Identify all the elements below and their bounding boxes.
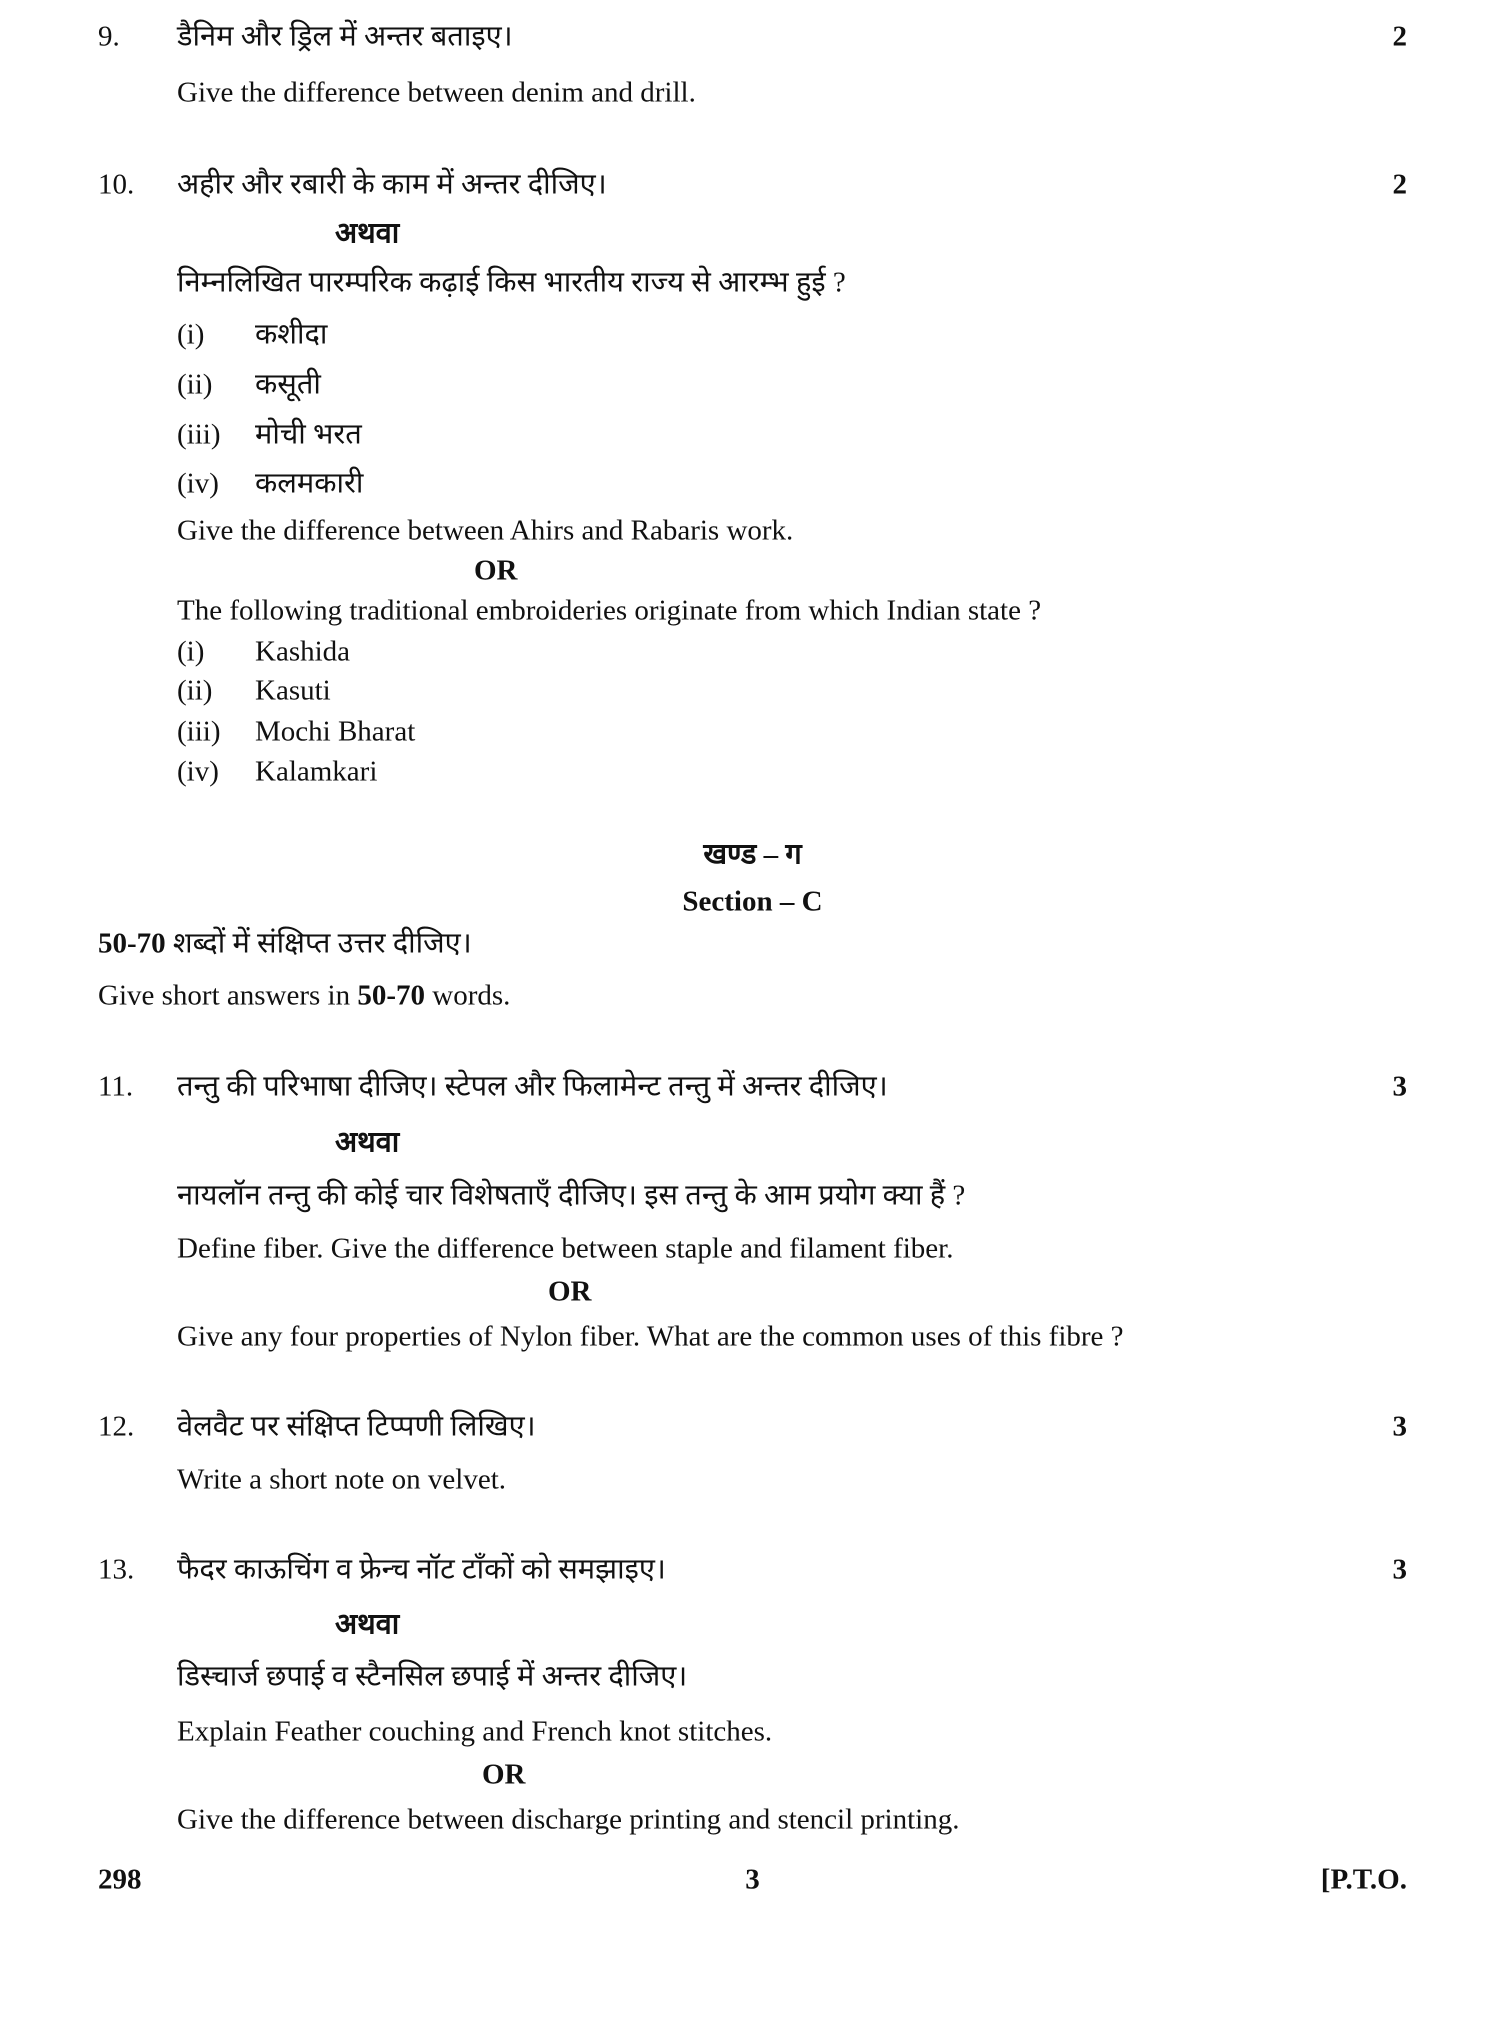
question-text-hindi: अहीर और रबारी के काम में अन्तर दीजिए। [177,168,607,201]
section-title-hindi: खण्ड – ग [703,838,802,871]
question-text-hindi: वेलवैट पर संक्षिप्त टिप्पणी लिखिए। [177,1410,536,1443]
question-text-english: Write a short note on velvet. [177,1463,507,1496]
question-text-english: Define fiber. Give the difference between staple and filament fiber. [177,1232,954,1265]
question-number: 13. [98,1553,135,1586]
option-text: Kashida [255,635,351,668]
question-text-english: Give the difference between denim and drill. [177,76,696,109]
option-label: (i) [177,635,205,668]
question-number: 10. [98,168,135,201]
option-label: (ii) [177,368,213,401]
alt-question-hindi: डिस्चार्ज छपाई व स्टैनसिल छपाई में अन्तर दीजिए। [177,1660,688,1693]
question-number: 12. [98,1410,135,1443]
option-text: कशीदा [255,318,328,351]
question-marks: 3 [1392,1553,1407,1586]
option-text: Mochi Bharat [255,715,416,748]
or-label-hindi: अथवा [335,1608,400,1641]
option-text: Kalamkari [255,755,378,788]
option-text: कसूती [255,368,321,401]
option-text: कलमकारी [255,467,364,500]
instruction-text: शब्दों में संक्षिप्त उत्तर दीजिए। [165,927,472,960]
option-label: (iv) [177,755,219,788]
option-text: मोची भरत [255,418,362,451]
section-instruction-english [98,979,510,1014]
question-number: 9. [98,20,120,53]
alt-question-english: The following traditional embroideries originate from which Indian state ? [177,594,1042,627]
option-label: (ii) [177,674,213,707]
question-text-english: Explain Feather couching and French knot stitches. [177,1715,773,1748]
question-text-hindi: डैनिम और ड्रिल में अन्तर बताइए। [177,20,513,53]
instruction-text: words. [425,979,511,1012]
alt-question-hindi: निम्नलिखित पारम्परिक कढ़ाई किस भारतीय राज्य से आरम्भ हुई ? [177,266,846,299]
instruction-text: Give short answers in [98,979,358,1012]
question-marks: 3 [1392,1410,1407,1443]
word-limit: 50-70 [357,979,426,1012]
or-label-hindi: अथवा [335,217,400,250]
question-marks: 2 [1392,168,1407,201]
question-marks: 3 [1392,1070,1407,1103]
question-text-hindi: फैदर काऊचिंग व फ्रेन्च नॉट टाँकों को समझाइए। [177,1553,666,1586]
option-label: (iii) [177,715,221,748]
or-label-hindi: अथवा [335,1126,400,1159]
or-label: OR [548,1275,592,1308]
word-limit: 50-70 [98,927,166,960]
section-instruction-hindi [98,927,472,962]
option-label: (iii) [177,418,221,451]
alt-question-english: Give the difference between discharge printing and stencil printing. [177,1803,960,1836]
question-text-english: Give the difference between Ahirs and Rabaris work. [177,514,794,547]
option-text: Kasuti [255,674,331,707]
option-label: (iv) [177,467,219,500]
question-marks: 2 [1392,20,1407,53]
page-number: 3 [745,1863,760,1896]
question-text-hindi: तन्तु की परिभाषा दीजिए। स्टेपल और फिलामेन्ट तन्तु में अन्तर दीजिए। [177,1070,888,1103]
or-label: OR [482,1758,526,1791]
option-label: (i) [177,318,205,351]
question-number: 11. [98,1070,134,1103]
section-title-english: Section – C [682,885,823,918]
please-turn-over: [P.T.O. [1320,1863,1407,1896]
alt-question-hindi: नायलॉन तन्तु की कोई चार विशेषताएँ दीजिए। इस तन्तु के आम प्रयोग क्या हैं ? [177,1179,966,1212]
alt-question-english: Give any four properties of Nylon fiber. What are the common uses of this fibre ? [177,1320,1124,1353]
paper-code: 298 [98,1863,142,1896]
or-label: OR [474,554,518,587]
